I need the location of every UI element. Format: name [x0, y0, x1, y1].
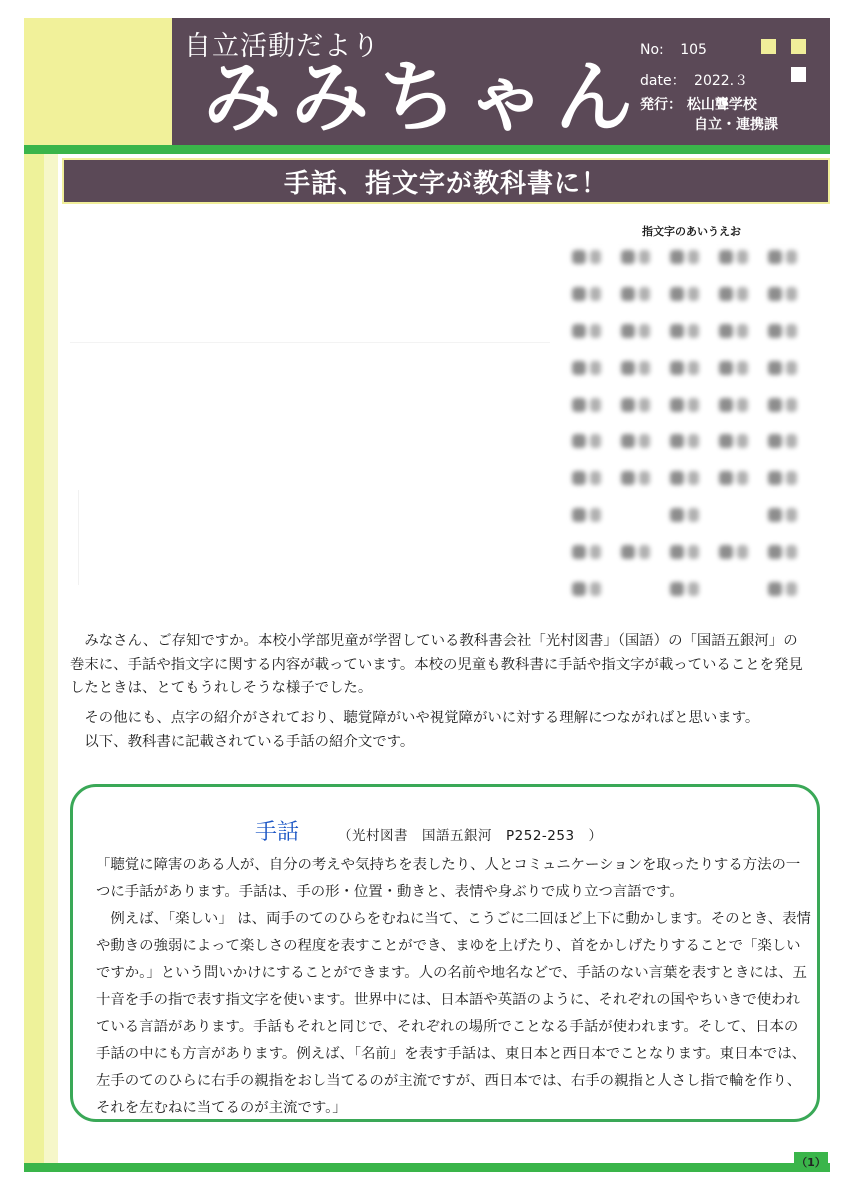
hand-sign-icon: [668, 541, 717, 565]
hand-sign-icon: [570, 430, 619, 454]
hand-sign-icon: [668, 467, 717, 491]
fingerspelling-caption: 指文字のあいうえお: [642, 225, 741, 238]
intro-paragraph: みなさん、ご存知ですか。本校小学部児童が学習している教科書会社「光村図書」（国語）の「国語五銀河」の巻末に、手話や指文字に関する内容が載っています。本校の児童も教科書に手話や指文字が載っていることを発見したときは、とてもうれしそうな様子でした。: [70, 633, 803, 696]
hand-sign-icon: [570, 283, 619, 307]
header-divider: [24, 145, 830, 154]
header-square-decor: [761, 39, 776, 54]
hand-sign-icon: [717, 320, 766, 344]
hand-sign-icon: [619, 246, 668, 270]
hand-sign-icon: [570, 541, 619, 565]
issue-date-value: 2022.３: [694, 73, 749, 89]
hand-sign-icon: [717, 578, 766, 602]
newsletter-series-name: 自立活動だより: [184, 31, 380, 62]
hand-sign-icon: [668, 357, 717, 381]
fingerspelling-row: [564, 350, 816, 387]
hand-sign-icon: [766, 283, 815, 307]
hand-sign-icon: [766, 504, 815, 528]
headline-text: 手話、指文字が教科書に！: [283, 168, 608, 199]
left-decor-band-inner: [44, 150, 58, 1172]
fingerspelling-row: [564, 534, 816, 571]
issue-date-label: date：: [640, 73, 686, 89]
fingerspelling-row: [564, 461, 816, 498]
divider-line: [70, 342, 550, 343]
hand-sign-icon: [570, 504, 619, 528]
issuer-label: 発行：: [640, 97, 682, 113]
hand-sign-icon: [668, 430, 717, 454]
hand-sign-icon: [619, 504, 668, 528]
intro-paragraph: 以下、教科書に記載されている手話の紹介文です。: [84, 734, 415, 750]
left-decor-band: [24, 18, 44, 1170]
hand-sign-icon: [619, 394, 668, 418]
hand-sign-icon: [717, 541, 766, 565]
hand-sign-icon: [766, 357, 815, 381]
hand-sign-icon: [717, 430, 766, 454]
hand-sign-icon: [570, 578, 619, 602]
issue-date: [640, 70, 748, 90]
fingerspelling-row: [564, 571, 816, 608]
fingerspelling-row: [564, 240, 816, 277]
hand-sign-icon: [570, 467, 619, 491]
quote-paragraph: 例えば、「楽しい」 は、両手のてのひらをむねに当て、こうごに二回ほど上下に動かします。そのとき、表情や動きの強弱によって楽しさの程度を表すことができ、まゆを上げたり、首をかしげたりすることで「楽しいですか。」という問いかけにすることができます。人の名前や地名などで、手話のない言葉を表すときには、五十音を手の指で表す指文字を使います。世界中には、日本語や英語のように、それぞれの国やちいきで使われている言語があります。手話もそれと同じで、それぞれの場所でことなる手話が使われます。そして、日本の手話の中にも方言があります。例えば、「名前」を表す手話は、東日本と西日本でことなります。東日本では、左手のてのひらに右手の親指をおし当てるのが主流ですが、西日本では、右手の親指と人さし指で輪を作り、それを左むねに当てるのが主流です。」: [96, 911, 811, 1116]
fingerspelling-row: [564, 314, 816, 351]
issuer-value: 松山聾学校: [686, 97, 757, 113]
hand-sign-icon: [717, 246, 766, 270]
header-yellow-block: [24, 18, 174, 152]
intro-paragraph: その他にも、点字の紹介がされており、聴覚障がいや視覚障がいに対する理解につながればと思います。: [84, 710, 760, 726]
hand-sign-icon: [570, 394, 619, 418]
photo-placeholder: [70, 216, 550, 596]
hand-sign-icon: [668, 504, 717, 528]
fingerspelling-row: [564, 424, 816, 461]
hand-sign-icon: [619, 357, 668, 381]
fingerspelling-row: [564, 498, 816, 535]
hand-sign-icon: [766, 394, 815, 418]
fingerspelling-row: [564, 277, 816, 314]
hand-sign-icon: [668, 320, 717, 344]
quote-paragraph: 「聴覚に障害のある人が、自分の考えや気持ちを表したり、人とコミュニケーションを取ったりする方法の一つに手話があります。手話は、手の形・位置・動きと、表情や身ぶりで成り立つ言語です。: [96, 857, 801, 900]
hand-sign-icon: [766, 430, 815, 454]
issue-number: [640, 42, 707, 58]
sign-language-title: 手話: [255, 820, 300, 845]
hand-sign-icon: [717, 504, 766, 528]
hand-sign-icon: [668, 283, 717, 307]
footer-bar: [24, 1163, 830, 1172]
hand-sign-icon: [619, 430, 668, 454]
issuer: [640, 94, 757, 114]
header-square-decor: [791, 67, 806, 82]
hand-sign-icon: [570, 320, 619, 344]
hand-sign-icon: [570, 246, 619, 270]
hand-sign-icon: [668, 246, 717, 270]
hand-sign-icon: [570, 357, 619, 381]
hand-sign-icon: [717, 467, 766, 491]
header-square-decor: [791, 39, 806, 54]
hand-sign-icon: [717, 283, 766, 307]
issuer-department: 自立・連携課: [694, 117, 778, 133]
issue-number-value: 105: [680, 42, 707, 58]
page-number: （1）: [794, 1152, 828, 1172]
hand-sign-icon: [619, 283, 668, 307]
hand-sign-icon: [766, 320, 815, 344]
divider-line: [78, 490, 79, 585]
hand-sign-icon: [717, 394, 766, 418]
hand-sign-icon: [717, 357, 766, 381]
hand-sign-icon: [668, 394, 717, 418]
fingerspelling-chart-image: [564, 240, 816, 608]
hand-sign-icon: [619, 320, 668, 344]
hand-sign-icon: [668, 578, 717, 602]
hand-sign-icon: [766, 541, 815, 565]
textbook-source: （光村図書 国語五銀河 P252-253 ）: [338, 828, 603, 844]
hand-sign-icon: [766, 467, 815, 491]
hand-sign-icon: [766, 578, 815, 602]
headline-bar: [62, 158, 830, 204]
fingerspelling-row: [564, 387, 816, 424]
hand-sign-icon: [619, 541, 668, 565]
hand-sign-icon: [766, 246, 815, 270]
hand-sign-icon: [619, 578, 668, 602]
hand-sign-icon: [619, 467, 668, 491]
newsletter-title: みみちゃん: [203, 52, 644, 143]
issue-number-label: No:: [640, 42, 664, 58]
